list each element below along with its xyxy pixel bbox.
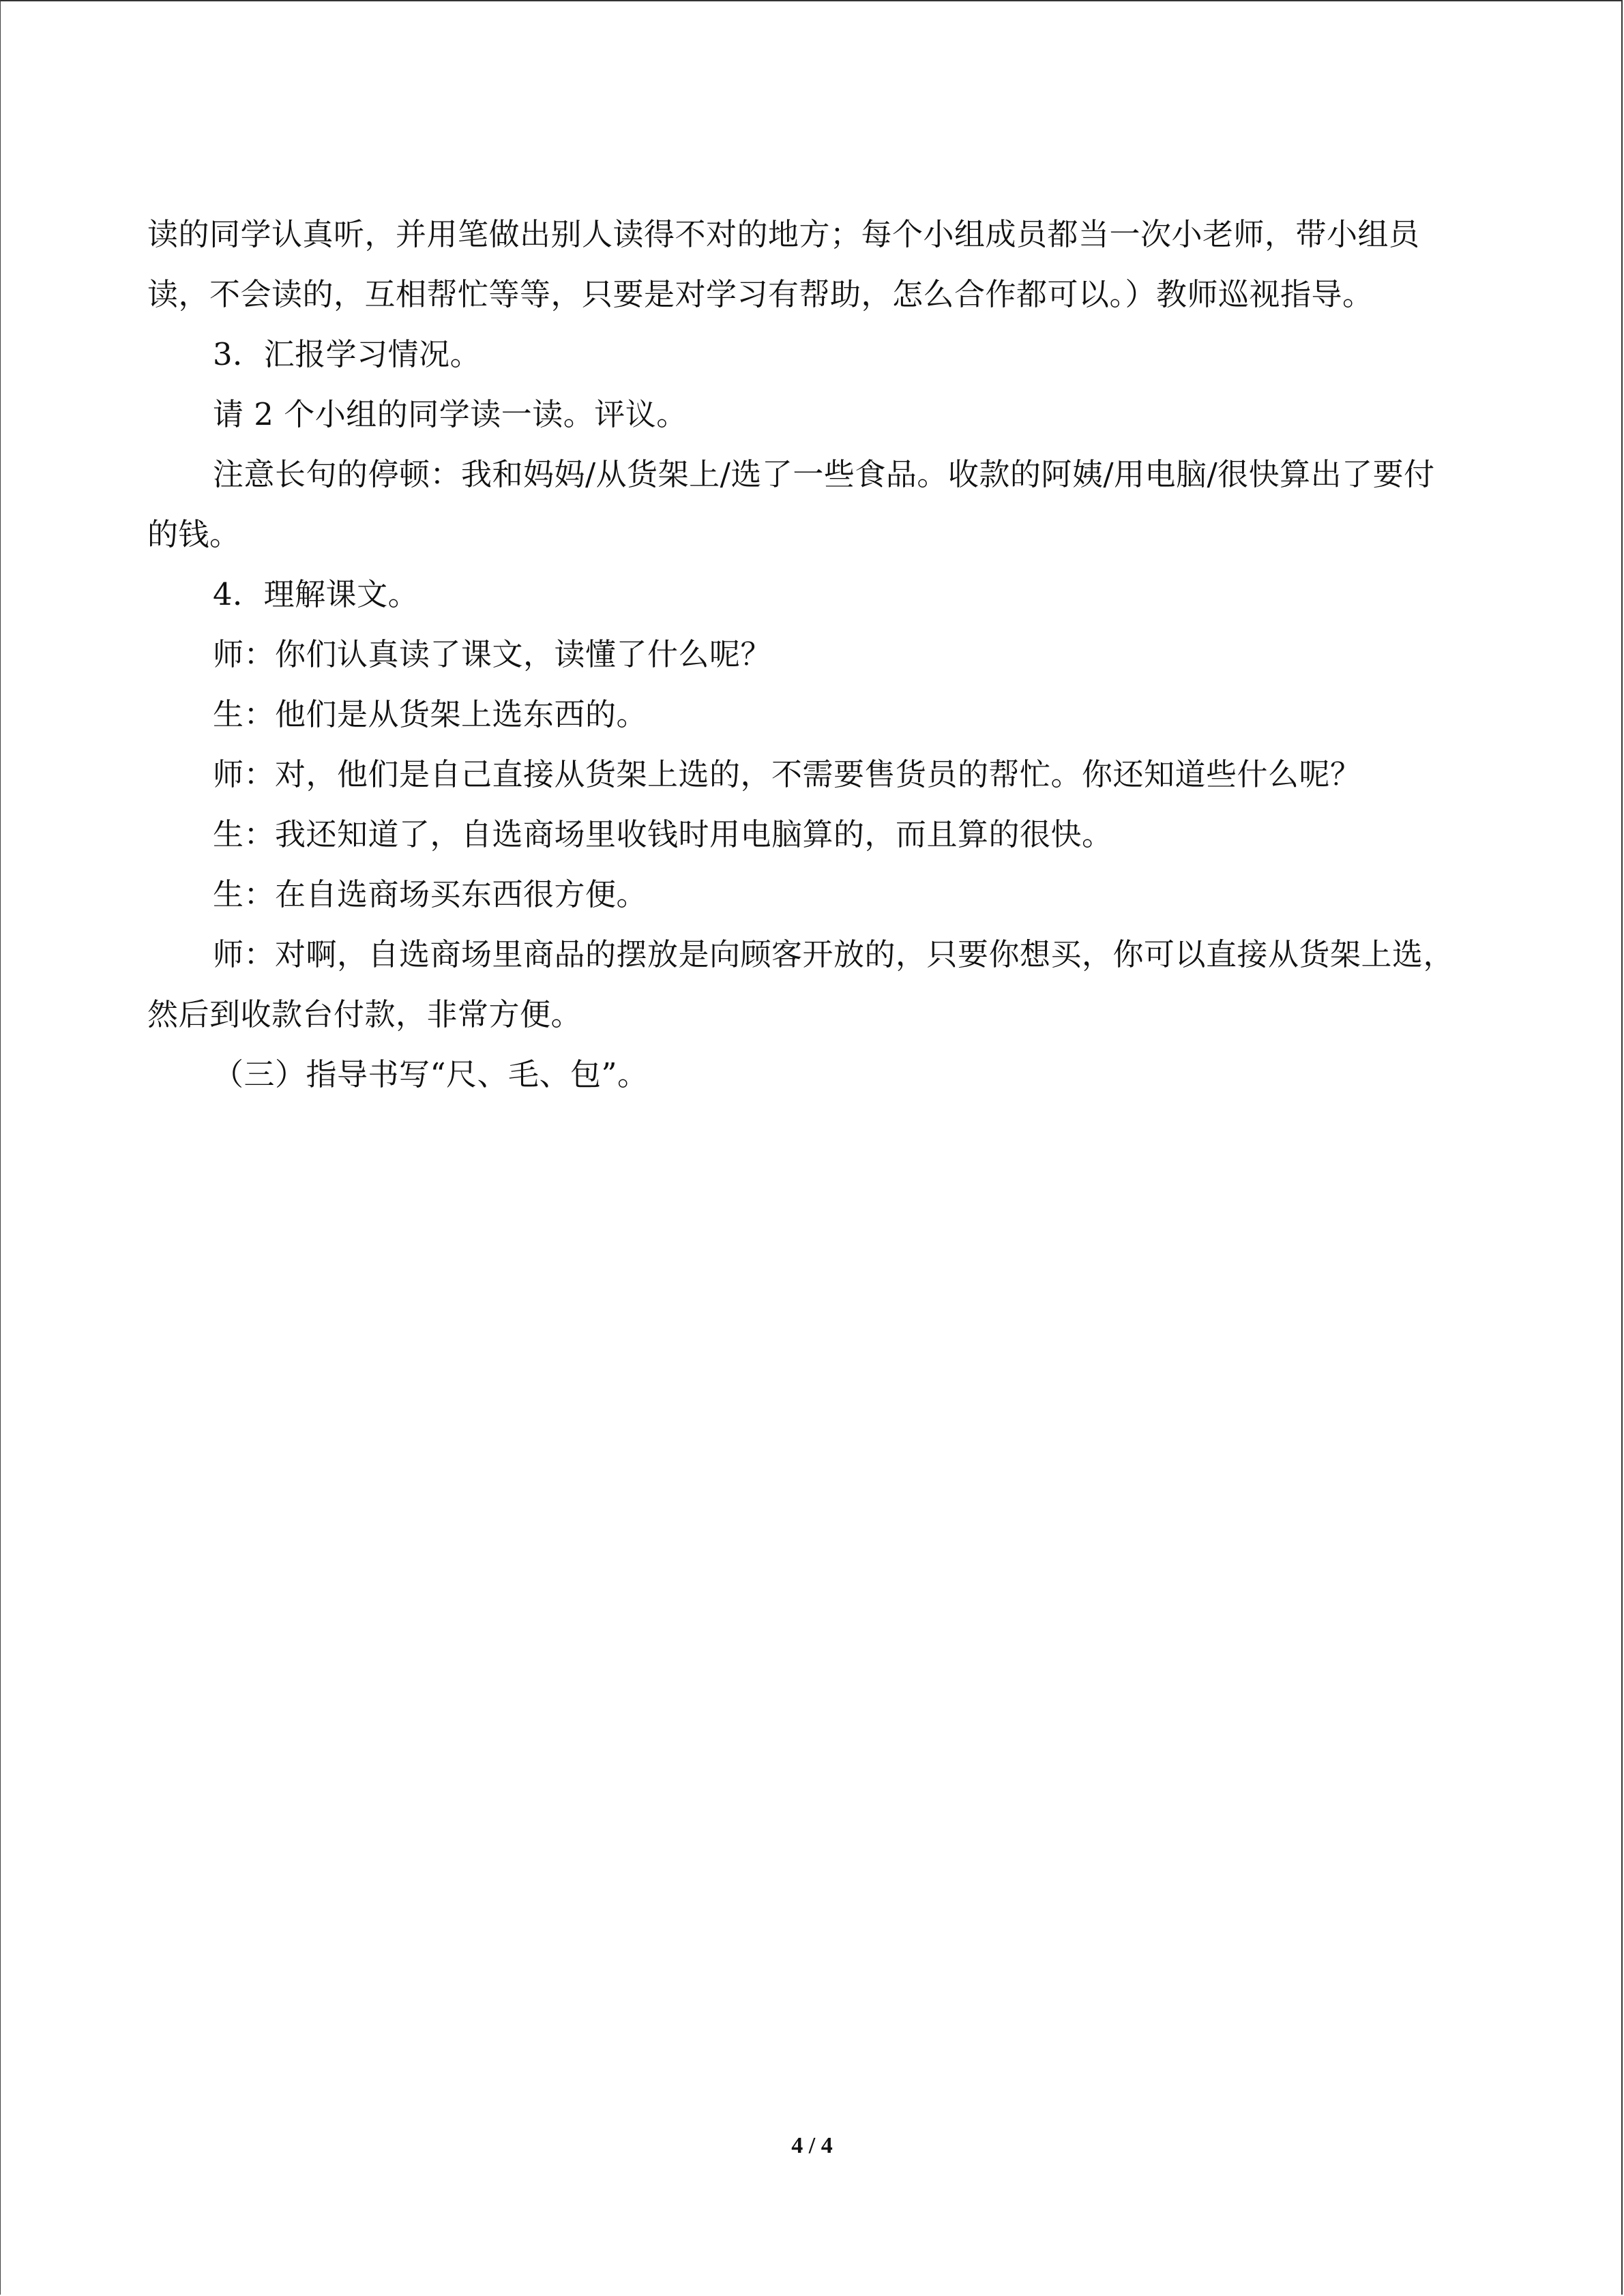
paragraph-3: 请 2 个小组的同学读一读。评议。 [213, 396, 688, 432]
paragraph-6: 师：你们认真读了课文，读懂了什么呢？ [213, 636, 772, 672]
paragraph-7: 生：他们是从货架上选东西的。 [213, 696, 648, 732]
paragraph-1: 读的同学认真听，并用笔做出别人读得不对的地方；每个小组成员都当一次小老师，带小组员读，不会读的，互相帮忙等等，只要是对学习有帮助，怎么合作都可以。）教师巡视指导。 [147, 216, 1420, 312]
paragraph-2: 3．汇报学习情况。 [213, 336, 482, 372]
paragraph-10: 生：在自选商场买东西很方便。 [213, 876, 648, 912]
page-number: 4 / 4 [791, 2133, 833, 2158]
paragraph-8: 师：对，他们是自己直接从货架上选的，不需要售货员的帮忙。你还知道些什么呢？ [213, 756, 1361, 792]
paragraph-12: （三）指导书写“尺、毛、包”。 [213, 1056, 649, 1092]
paragraph-4: 注意长句的停顿：我和妈妈/从货架上/选了一些食品。收款的阿姨/用电脑/很快算出了要付的钱。 [147, 456, 1435, 552]
document-body [147, 205, 1460, 1105]
paragraph-9: 生：我还知道了，自选商场里收钱时用电脑算的，而且算的很快。 [213, 816, 1113, 852]
paragraph-5: 4．理解课文。 [213, 576, 419, 612]
paragraph-11: 师：对啊，自选商场里商品的摆放是向顾客开放的，只要你想买，你可以直接从货架上选，然后到收款台付款，非常方便。 [147, 936, 1455, 1032]
